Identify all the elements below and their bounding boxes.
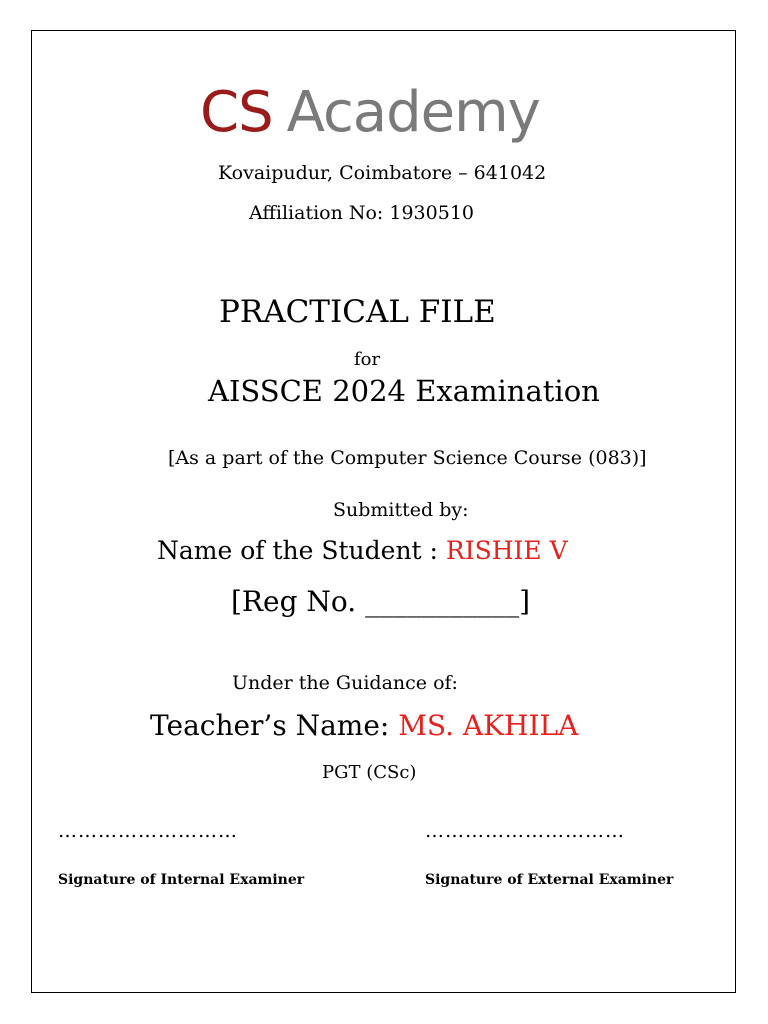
internal-signature-line: ………………………	[58, 820, 238, 842]
teacher-designation: PGT (CSc)	[322, 762, 417, 783]
teacher-name-value: MS. AKHILA	[398, 709, 579, 742]
logo-cs-text: CS	[200, 80, 273, 145]
logo-academy-text: Academy	[286, 80, 540, 145]
teacher-name-line	[150, 709, 578, 742]
school-address: Kovaipudur, Coimbatore – 641042	[218, 162, 547, 184]
affiliation-number: Affiliation No: 1930510	[249, 202, 474, 224]
for-label: for	[354, 349, 381, 370]
exam-name: AISSCE 2024 Examination	[208, 374, 600, 408]
external-signature-line: …………………………	[425, 820, 625, 842]
submitted-by-label: Submitted by:	[333, 499, 469, 521]
teacher-name-label: Teacher’s Name:	[150, 709, 399, 742]
student-name-line	[157, 536, 568, 565]
student-name-value: RISHIE V	[445, 536, 568, 565]
cs-academy-logo	[200, 78, 540, 148]
student-name-label: Name of the Student :	[157, 536, 446, 565]
course-info: [As a part of the Computer Science Course (083)]	[168, 447, 647, 469]
internal-examiner-label: Signature of Internal Examiner	[58, 872, 305, 888]
document-title: PRACTICAL FILE	[219, 294, 496, 330]
reg-number-line: [Reg No. ___________]	[231, 585, 530, 618]
guidance-label: Under the Guidance of:	[232, 672, 458, 694]
external-examiner-label: Signature of External Examiner	[425, 872, 674, 888]
